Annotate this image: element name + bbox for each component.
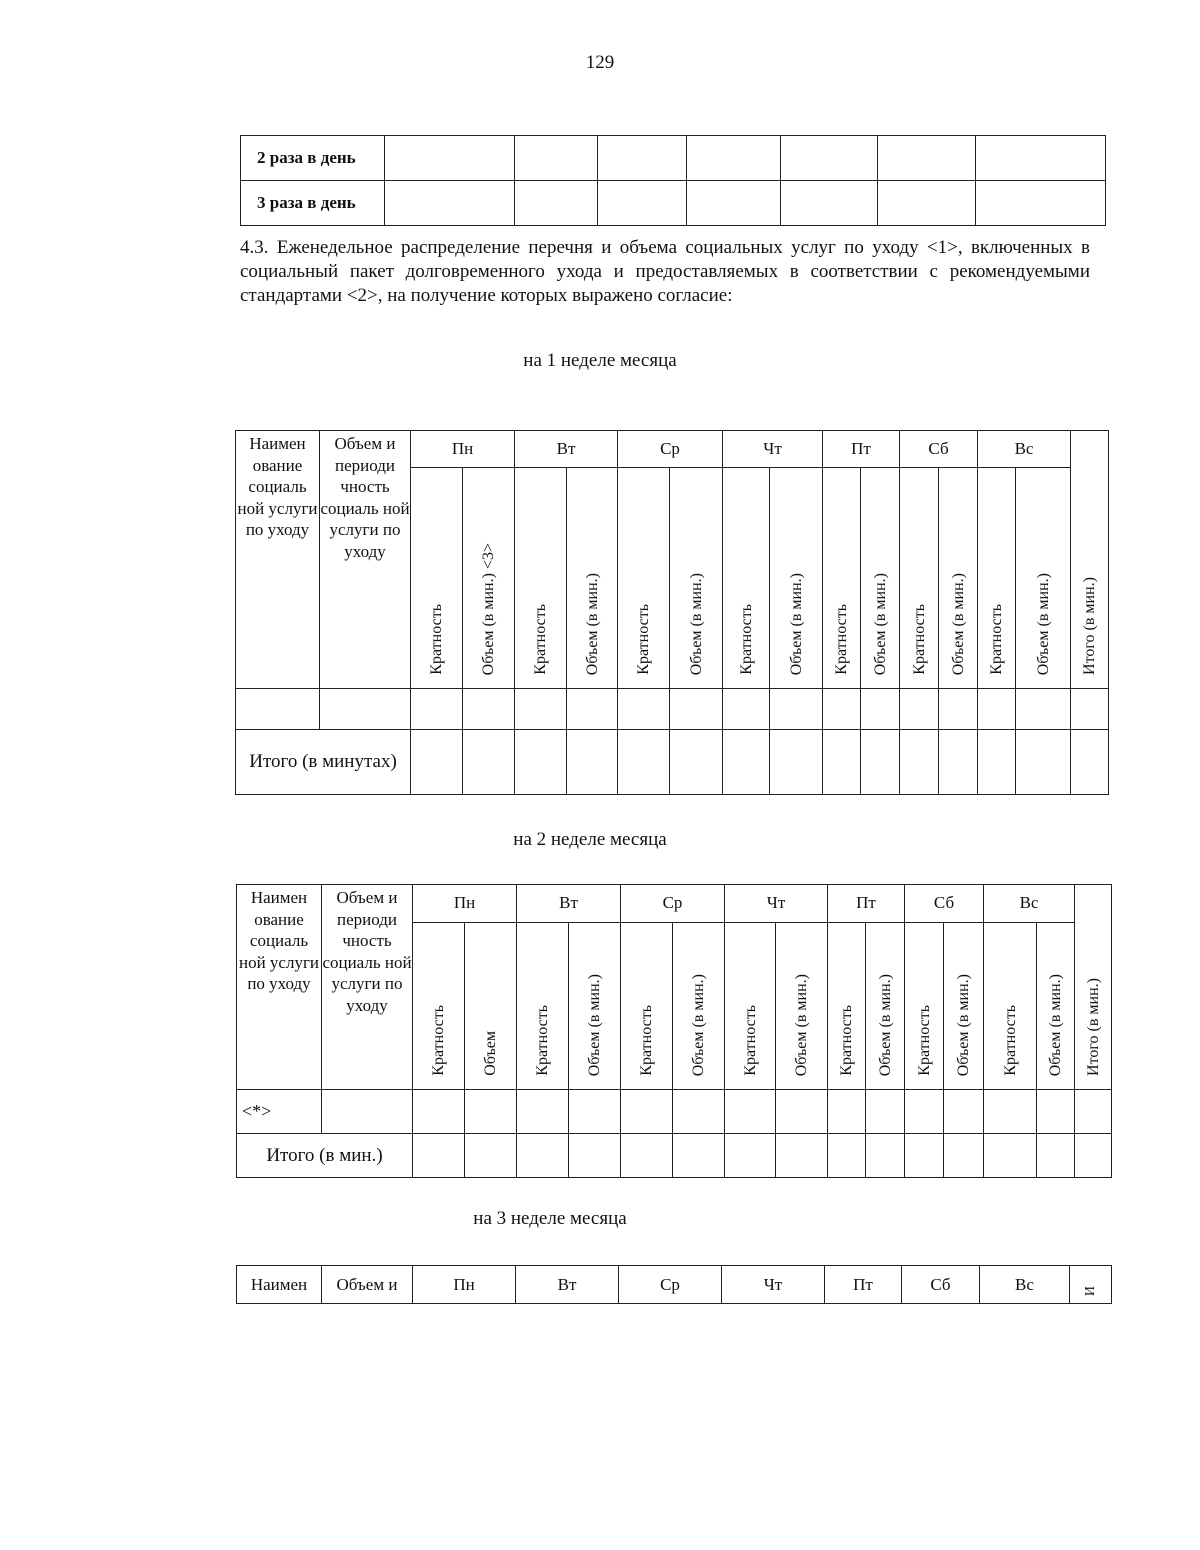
col-service-name: Наимен ование социаль ной услуги по уходу [237,885,322,1090]
sub-vol: Объем (в мин.) [776,922,828,1089]
sub-mult: Кратность [618,468,670,689]
sub-mult: Кратность [905,922,944,1089]
total-row [236,730,1109,795]
freq-row [241,181,1106,226]
sub-mult: Кратность [978,468,1016,689]
sub-vol: Объем (в мин.) [569,922,621,1089]
sub-mult: Кратность [984,922,1037,1089]
sub-mult: Кратность [725,922,776,1089]
sub-mult: Кратность [621,922,673,1089]
day-mon: Пн [413,885,517,923]
col-total: И [1070,1266,1112,1304]
sub-vol: Объем (в мин.) [1016,468,1071,689]
day-sun: Вс [984,885,1075,923]
sub-vol: Объем (в мин.) [567,468,618,689]
sub-vol: Объем (в мин.) [670,468,723,689]
day-mon: Пн [413,1266,516,1304]
day-sun: Вс [980,1266,1070,1304]
sub-vol: Объем (в мин.) [939,468,978,689]
sub-vol: Объем (в мин.) [673,922,725,1089]
freq-label: 3 раза в день [241,181,385,226]
week1-table [235,430,1109,795]
week3-table-clip [236,1265,1112,1306]
sub-mult: Кратность [823,468,861,689]
sub-mult: Кратность [515,468,567,689]
sub-vol: Объем (в мин.) [866,922,905,1089]
week3-title: на 3 неделе месяца [473,1208,627,1229]
sub-mult: Кратность [413,922,465,1089]
day-thu: Чт [723,431,823,468]
day-fri: Пт [825,1266,902,1304]
week1-title: на 1 неделе месяца [523,350,677,371]
sub-vol: Объем (в мин.) [861,468,900,689]
page-number: 129 [585,52,615,73]
sub-vol: Объем (в мин.) [770,468,823,689]
day-thu: Чт [725,885,828,923]
week2-title: на 2 неделе месяца [513,829,667,850]
col-volume-periodicity: Объем и периоди чность социаль ной услуги по уходу [320,431,411,689]
table-row [237,1090,1112,1134]
day-sat: Сб [900,431,978,468]
sub-vol: Объем [465,922,517,1089]
col-volume-periodicity: Объем и [322,1266,413,1304]
day-mon: Пн [411,431,515,468]
sub-mult: Кратность [900,468,939,689]
sub-mult: Кратность [411,468,463,689]
freq-label: 2 раза в день [241,136,385,181]
week2-table [236,884,1112,1178]
col-total: Итого (в мин.) [1075,885,1112,1090]
col-volume-periodicity: Объем и периоди чность социаль ной услуги по уходу [322,885,413,1090]
day-wed: Ср [619,1266,722,1304]
day-wed: Ср [621,885,725,923]
total-row-label: Итого (в минутах) [236,730,411,795]
sub-mult: Кратность [517,922,569,1089]
sub-mult: Кратность [828,922,866,1089]
day-sat: Сб [902,1266,980,1304]
section-paragraph: 4.3. Еженедельное распределение перечня и объема социальных услуг по уходу <1>, включенных в социальный пакет долговременного ухода и предоставляемых в соответствии с рекомендуемыми стандартами <2>, на получение которых выражено согласие: [240,237,1090,306]
sub-mult: Кратность [723,468,770,689]
frequency-table [240,135,1106,226]
total-row [237,1134,1112,1178]
day-tue: Вт [516,1266,619,1304]
sub-vol: Объем (в мин.) [1037,922,1075,1089]
table-row [236,689,1109,730]
week3-table [236,1265,1112,1304]
day-tue: Вт [515,431,618,468]
sub-vol: Объем (в мин.) [944,922,984,1089]
day-sat: Сб [905,885,984,923]
day-tue: Вт [517,885,621,923]
col-service-name: Наимен ование социаль ной услуги по уходу [236,431,320,689]
row-marker: <*> [237,1090,322,1134]
total-row-label: Итого (в мин.) [237,1134,413,1178]
day-wed: Ср [618,431,723,468]
day-fri: Пт [828,885,905,923]
sub-vol: Объем (в мин.) <3> [463,468,515,689]
col-service-name: Наимен [237,1266,322,1304]
col-total: Итого (в мин.) [1071,431,1109,689]
freq-row [241,136,1106,181]
day-fri: Пт [823,431,900,468]
day-thu: Чт [722,1266,825,1304]
day-sun: Вс [978,431,1071,468]
